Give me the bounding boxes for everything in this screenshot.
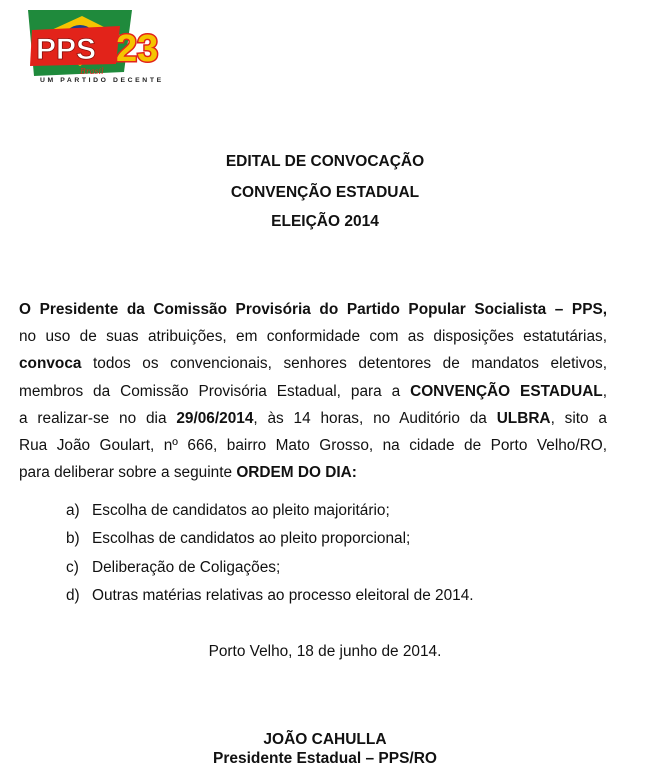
body-line-3: convoca todos os convencionais, senhores detentores de mandatos eletivos,: [19, 355, 607, 373]
agenda-list: [66, 497, 474, 611]
body-line-1: O Presidente da Comissão Provisória do Partido Popular Socialista – PPS,: [19, 301, 607, 318]
logo-number: 23: [116, 28, 159, 70]
body-line-4: membros da Comissão Provisória Estadual, para a CONVENÇÃO ESTADUAL,: [19, 382, 607, 400]
document-subtitle: CONVENÇÃO ESTADUAL: [230, 184, 420, 201]
list-marker: b): [66, 530, 80, 548]
convocation-text: [19, 296, 607, 486]
list-marker: c): [66, 558, 79, 576]
logo-script: Brasil: [80, 67, 104, 76]
document-title: EDITAL DE CONVOCAÇÃO: [225, 153, 425, 170]
list-item-text: Escolhas de candidatos ao pleito proporcional;: [92, 530, 411, 548]
list-marker: d): [66, 587, 80, 605]
list-item-text: Escolha de candidatos ao pleito majoritário;: [92, 502, 390, 519]
list-item: [66, 582, 474, 610]
document-election: ELEIÇÃO 2014: [271, 213, 379, 230]
body-line-2: no uso de suas atribuições, em conformidade com as disposições estatutárias,: [19, 328, 607, 346]
body-line-7: para deliberar sobre a seguinte ORDEM DO DIA:: [19, 464, 357, 482]
list-item-text: Deliberação de Coligações;: [92, 558, 281, 576]
signatory-title: Presidente Estadual – PPS/RO: [213, 750, 437, 767]
logo-pps-text: PPS: [36, 33, 97, 66]
list-item: [66, 525, 474, 553]
signatory-name: JOÃO CAHULLA: [263, 731, 387, 748]
place-date: Porto Velho, 18 de junho de 2014.: [208, 643, 442, 660]
list-item: [66, 554, 474, 582]
list-item-text: Outras matérias relativas ao processo eleitoral de 2014.: [92, 587, 474, 605]
list-item: [66, 497, 474, 525]
list-marker: a): [66, 502, 80, 519]
body-line-5: a realizar-se no dia 29/06/2014, às 14 horas, no Auditório da ULBRA, sito a: [19, 409, 607, 427]
body-line-6: Rua João Goulart, nº 666, bairro Mato Grosso, na cidade de Porto Velho/RO,: [19, 437, 607, 455]
logo-tagline: UM PARTIDO DECENTE: [40, 77, 164, 84]
